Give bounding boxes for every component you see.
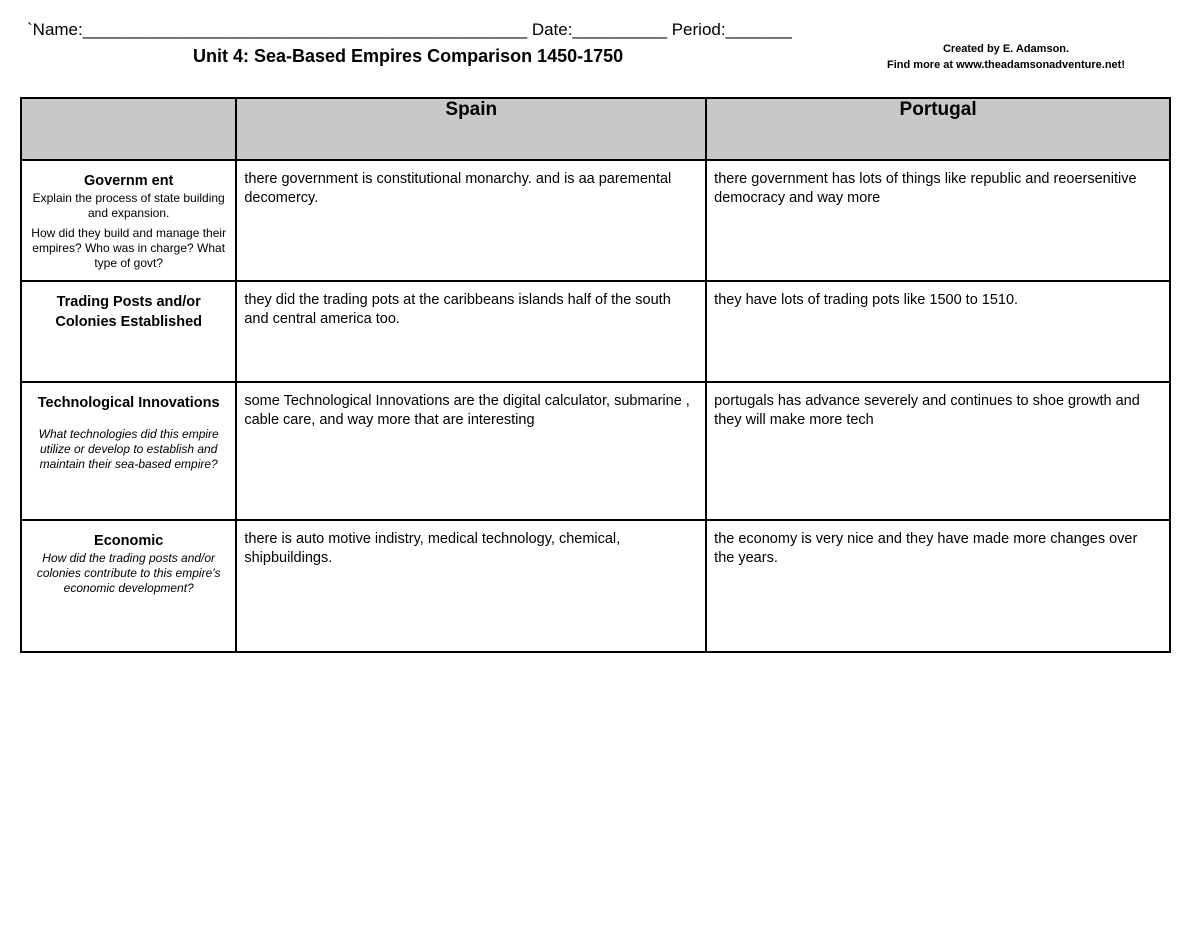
row-prompt: How did the trading posts and/or colonies contribute to this empire's economic development? xyxy=(36,551,221,595)
table-row-economic xyxy=(21,520,1170,652)
portugal-government-answer: there government has lots of things like republic and reoersenitive democracy and way more xyxy=(706,160,1170,281)
row-label-trading-posts xyxy=(21,281,236,382)
spain-technology-answer: some Technological Innovations are the digital calculator, submarine , cable care, and way more that are interesting xyxy=(236,382,706,520)
row-title: Economic xyxy=(94,533,164,549)
spain-government-answer: there government is constitutional monarchy. and is aa paremental decomercy. xyxy=(236,160,706,281)
row-label-technology xyxy=(21,382,236,520)
row-prompt: How did they build and manage their empires? Who was in charge? What type of govt? xyxy=(31,226,227,270)
table-header-row xyxy=(21,98,1170,160)
header-portugal: Portugal xyxy=(706,98,1170,160)
row-label-economic xyxy=(21,520,236,652)
spain-economic-answer: there is auto motive indistry, medical technology, chemical, shipbuildings. xyxy=(236,520,706,652)
header-spain: Spain xyxy=(236,98,706,160)
spain-trading-answer: they did the trading pots at the caribbeans islands half of the south and central america too. xyxy=(236,281,706,382)
credit-block xyxy=(856,41,1156,73)
worksheet-title: Unit 4: Sea-Based Empires Comparison 1450-1750 xyxy=(193,46,624,66)
portugal-technology-answer: portugals has advance severely and continues to shoe growth and they will make more tech xyxy=(706,382,1170,520)
table-row-trading-posts xyxy=(21,281,1170,382)
row-label-government xyxy=(21,160,236,281)
row-title: Technological Innovations xyxy=(37,395,220,411)
table-row-technology xyxy=(21,382,1170,520)
name-date-period-line: `Name:_______________________________________________ Date:__________ Period:_______ xyxy=(27,20,792,39)
row-prompt: Explain the process of state building and expansion. xyxy=(32,191,225,220)
portugal-economic-answer: the economy is very nice and they have made more changes over the years. xyxy=(706,520,1170,652)
portugal-trading-answer: they have lots of trading pots like 1500 to 1510. xyxy=(706,281,1170,382)
comparison-table xyxy=(20,97,1171,653)
row-prompt: What technologies did this empire utilize or develop to establish and maintain their sea-based empire? xyxy=(38,427,219,471)
credit-website: Find more at www.theadamsonadventure.net! xyxy=(887,59,1125,71)
credit-author: Created by E. Adamson. xyxy=(942,43,1070,55)
row-title: Governm ent xyxy=(83,173,174,189)
row-title: Trading Posts and/or Colonies Established xyxy=(55,294,202,330)
table-row-government xyxy=(21,160,1170,281)
header-empty-cell xyxy=(21,98,236,160)
